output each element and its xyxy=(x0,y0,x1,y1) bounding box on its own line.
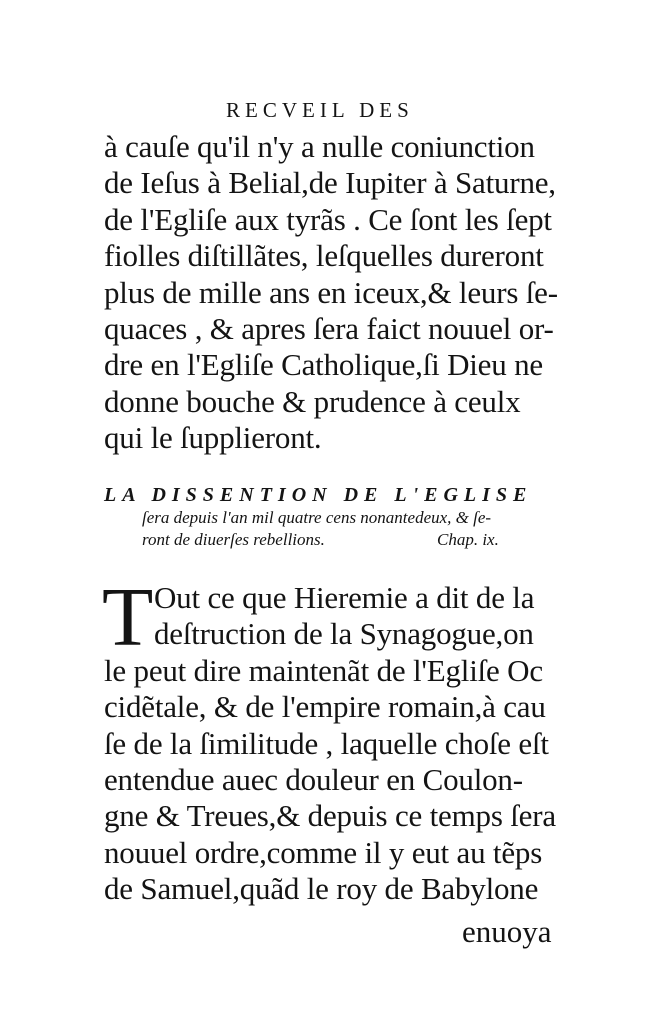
text-line: de l'Egliſe aux tyrãs . Ce ſont les ſept xyxy=(104,201,552,237)
catchword: enuoya xyxy=(462,914,552,949)
chapter-subtitle-text: ront de diuerſes rebellions. xyxy=(142,530,325,549)
paragraph-chapter xyxy=(102,571,574,908)
chapter-number: Chap. ix. xyxy=(437,530,499,549)
text-line: deſtruction de la Synagogue,on xyxy=(154,616,534,652)
running-head: RECVEIL DES xyxy=(226,98,414,122)
text-line: nouuel ordre,comme il y eut au tẽps xyxy=(104,834,543,870)
text-line: à cauſe qu'il n'y a nulle coniunction xyxy=(104,129,535,164)
chapter-heading xyxy=(104,484,574,551)
chapter-subtitle-line xyxy=(104,529,574,551)
text-line: le peut dire maintenãt de l'Egliſe Oc xyxy=(104,652,543,688)
text-line: quaces , & apres ſera faict nouuel or- xyxy=(104,311,554,347)
text-line: entendue auec douleur en Coulon- xyxy=(104,762,523,798)
text-line: donne bouche & prudence à ceulx xyxy=(104,383,521,419)
text-line: ſe de la ſimilitude , laquelle choſe eſt xyxy=(104,725,549,761)
text-line: qui le ſupplieront. xyxy=(104,420,322,456)
paragraph-top xyxy=(104,129,574,457)
text-line: gne & Treues,& depuis ce temps ſera xyxy=(104,798,556,834)
drop-capital: T xyxy=(102,571,154,664)
text-line: cidẽtale, & de l'empire romain,à cau xyxy=(104,689,546,725)
chapter-title: LA DISSENTION DE L'EGLISE xyxy=(104,484,533,506)
text-line: de Ieſus à Belial,de Iupiter à Saturne, xyxy=(104,165,556,201)
text-line: fiolles diſtillãtes, leſquelles dureront xyxy=(104,238,544,274)
text-line: dre en l'Egliſe Catholique,ſi Dieu ne xyxy=(104,347,543,383)
text-line: plus de mille ans en iceux,& leurs ſe- xyxy=(104,274,558,310)
text-line: de Samuel,quãd le roy de Babylone xyxy=(104,871,539,907)
text-line: Out ce que Hieremie a dit de la xyxy=(154,580,535,615)
chapter-subtitle-line: ſera depuis l'an mil quatre cens nonantedeux, & ſe- xyxy=(142,508,492,527)
